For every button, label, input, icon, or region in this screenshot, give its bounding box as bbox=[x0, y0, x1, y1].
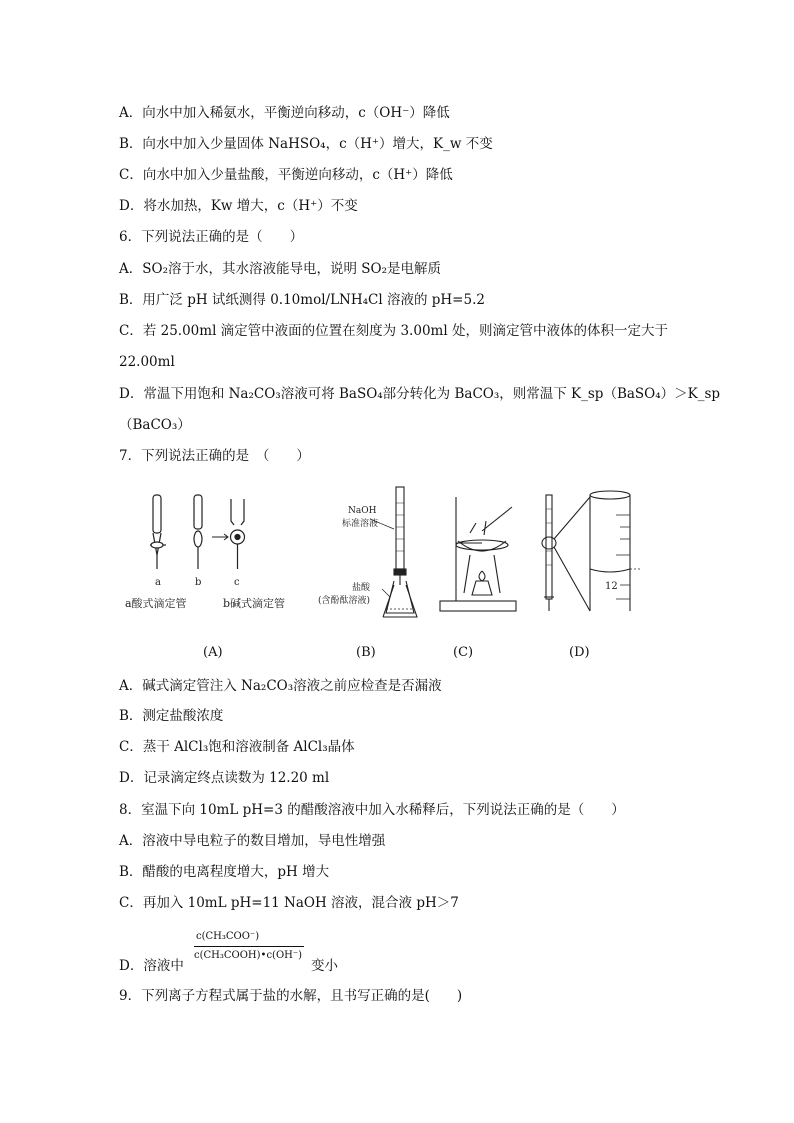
q8-option-a: A．溶液中导电粒子的数目增加，导电性增强 bbox=[119, 833, 386, 849]
q6-option-b: B．用广泛 pH 试纸测得 0.10mol/LNH₄Cl 溶液的 pH=5.2 bbox=[119, 292, 485, 308]
caption-d: (D) bbox=[569, 645, 590, 660]
fraction-numerator: c(CH₃COO⁻) bbox=[194, 930, 304, 947]
q7-option-c: C．蒸干 AlCl₃饱和溶液制备 AlCl₃晶体 bbox=[119, 739, 355, 755]
reading-label: 12 bbox=[605, 581, 618, 592]
hcl-label: 盐酸 bbox=[352, 583, 371, 593]
q7-option-d: D．记录滴定终点读数为 12.20 ml bbox=[119, 770, 330, 786]
q5-option-c: C．向水中加入少量盐酸，平衡逆向移动，c（H⁺）降低 bbox=[119, 167, 453, 183]
q8-option-d-prefix: D．溶液中 bbox=[119, 958, 184, 974]
evaporation-setup bbox=[440, 497, 516, 611]
q6-option-c-line1: C．若 25.00ml 滴定管中液面的位置在刻度为 3.00ml 处，则滴定管中液体的体积一定大于 bbox=[119, 323, 668, 339]
burette-c bbox=[212, 499, 245, 569]
acid-burette-label: a酸式滴定管 bbox=[125, 597, 187, 610]
q5-option-a: A．向水中加入稀氨水，平衡逆向移动，c（OH⁻）降低 bbox=[119, 105, 450, 121]
q6-option-d-line1: D．常温下用饱和 Na₂CO₃溶液可将 BaSO₄部分转化为 BaCO₃，则常温下 K_sp（BaSO₄）＞K_sp bbox=[119, 386, 721, 402]
caption-c: (C) bbox=[453, 645, 474, 660]
q6-option-d-line2: （BaCO₃） bbox=[119, 417, 191, 433]
label-c: c bbox=[234, 577, 240, 588]
label-a: a bbox=[155, 577, 161, 588]
q7-stem: 7．下列说法正确的是 （ ） bbox=[119, 448, 310, 464]
q8-option-c: C．再加入 10mL pH=11 NaOH 溶液，混合液 pH＞7 bbox=[119, 895, 459, 911]
q7-apparatus-figure bbox=[120, 485, 640, 635]
titration-setup bbox=[370, 487, 417, 617]
standard-solution-label: 标准溶液 bbox=[342, 519, 379, 529]
burette-a bbox=[150, 495, 166, 569]
q9-stem: 9．下列离子方程式属于盐的水解，且书写正确的是( ) bbox=[119, 988, 463, 1004]
q8-option-b: B．醋酸的电离程度增大，pH 增大 bbox=[119, 864, 330, 880]
indicator-label: (含酚酞溶液) bbox=[318, 596, 371, 606]
q8-stem: 8．室温下向 10mL pH=3 的醋酸溶液中加入水稀释后，下列说法正确的是（ ） bbox=[119, 802, 625, 818]
base-burette-label: b碱式滴定管 bbox=[223, 597, 286, 610]
q7-option-b: B．测定盐酸浓度 bbox=[119, 708, 224, 724]
q6-option-c-line2: 22.00ml bbox=[119, 354, 175, 370]
q5-option-b: B．向水中加入少量固体 NaHSO₄，c（H⁺）增大，K_w 不变 bbox=[119, 136, 493, 152]
q7-option-a: A．碱式滴定管注入 Na₂CO₃溶液之前应检查是否漏液 bbox=[119, 678, 442, 694]
q5-option-d: D．将水加热，Kw 增大，c（H⁺）不变 bbox=[119, 198, 358, 214]
caption-a: (A) bbox=[203, 645, 223, 660]
q8-option-d-fraction bbox=[194, 930, 304, 963]
label-b: b bbox=[195, 577, 202, 588]
naoh-label: NaOH bbox=[348, 506, 377, 516]
caption-b: (B) bbox=[356, 645, 376, 660]
q8-option-d-suffix: 变小 bbox=[311, 958, 338, 974]
burette-b bbox=[194, 495, 202, 569]
fraction-denominator: c(CH₃COOH)•c(OH⁻) bbox=[194, 950, 303, 961]
q6-option-a: A．SO₂溶于水，其水溶液能导电，说明 SO₂是电解质 bbox=[119, 261, 441, 277]
q6-stem: 6．下列说法正确的是（ ） bbox=[119, 229, 304, 245]
burette-reading bbox=[542, 491, 640, 611]
